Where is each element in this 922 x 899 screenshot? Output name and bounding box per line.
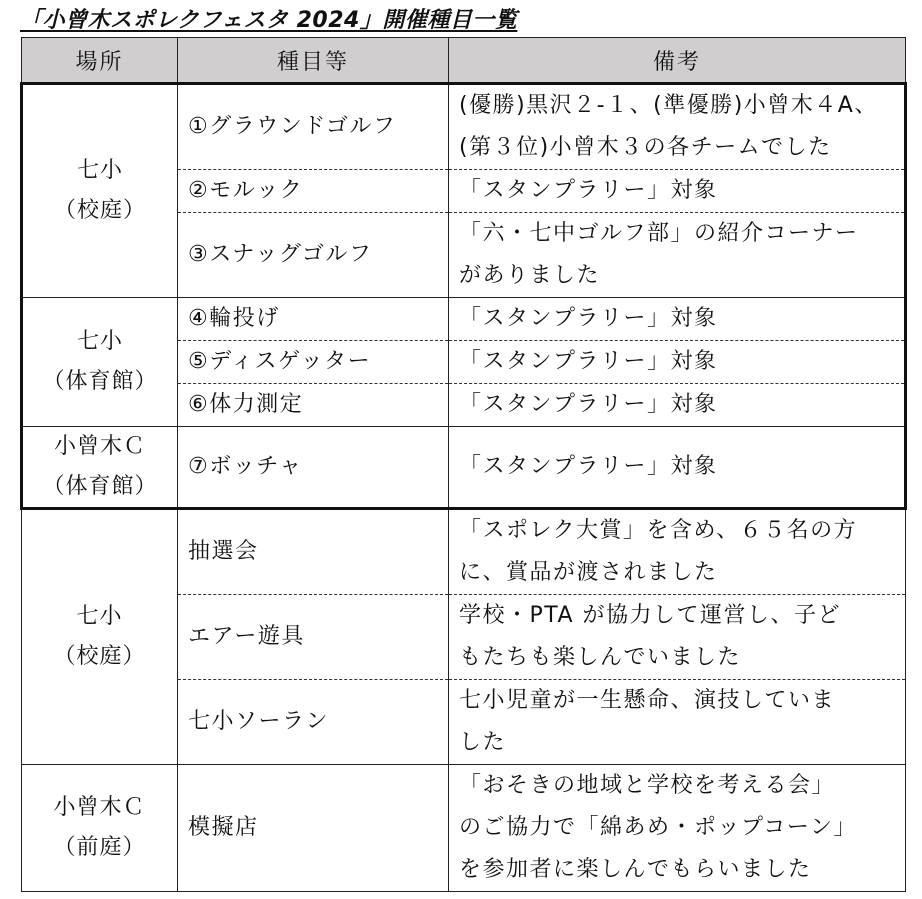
note-cell: 「六・七中ゴルフ部」の紹介コーナー がありました bbox=[449, 213, 906, 298]
table-row bbox=[22, 298, 906, 341]
page-title: 「小曾木スポレクフェスタ 2024」開催種目一覧 bbox=[20, 8, 518, 33]
note-cell: 学校・PTA が協力して運営し、子ど もたちも楽しんでいました bbox=[449, 595, 906, 680]
note-cell: 「スタンプラリー」対象 bbox=[449, 170, 906, 213]
header-event: 種目等 bbox=[178, 38, 449, 84]
place-cell: 七小 （体育館） bbox=[22, 298, 178, 427]
event-cell: 七小ソーラン bbox=[178, 680, 449, 765]
events-table bbox=[20, 37, 907, 892]
place-cell: 七小 （校庭） bbox=[22, 84, 178, 298]
note-cell: 「スタンプラリー」対象 bbox=[449, 341, 906, 384]
event-cell: ③スナッグゴルフ bbox=[178, 213, 449, 298]
place-cell: 小曾木Ｃ （前庭） bbox=[22, 765, 178, 892]
header-note: 備考 bbox=[449, 38, 906, 84]
place-cell: 七小 （校庭） bbox=[22, 509, 178, 765]
event-cell: ⑦ボッチャ bbox=[178, 427, 449, 509]
event-cell: ⑥体力測定 bbox=[178, 384, 449, 427]
note-cell: 「おそきの地域と学校を考える会」 のご協力で「綿あめ・ポップコーン」 を参加者に楽しんでもらいました bbox=[449, 765, 906, 892]
event-cell: 模擬店 bbox=[178, 765, 449, 892]
table-row bbox=[22, 84, 906, 170]
table-row bbox=[22, 509, 906, 595]
note-cell: 「スタンプラリー」対象 bbox=[449, 427, 906, 509]
table-header-row bbox=[22, 38, 906, 84]
note-cell: 「スタンプラリー」対象 bbox=[449, 298, 906, 341]
event-cell: ⑤ディスゲッター bbox=[178, 341, 449, 384]
table-row bbox=[22, 427, 906, 509]
place-cell: 小曾木Ｃ （体育館） bbox=[22, 427, 178, 509]
note-cell: 七小児童が一生懸命、演技していま した bbox=[449, 680, 906, 765]
header-place: 場所 bbox=[22, 38, 178, 84]
event-cell: ④輪投げ bbox=[178, 298, 449, 341]
event-cell: 抽選会 bbox=[178, 509, 449, 595]
note-cell: (優勝)黒沢２-１、(準優勝)小曾木４A、 (第３位)小曾木３の各チームでした bbox=[449, 84, 906, 170]
note-cell: 「スタンプラリー」対象 bbox=[449, 384, 906, 427]
event-cell: エアー遊具 bbox=[178, 595, 449, 680]
table-row bbox=[22, 765, 906, 892]
event-cell: ②モルック bbox=[178, 170, 449, 213]
event-cell: ①グラウンドゴルフ bbox=[178, 84, 449, 170]
note-cell: 「スポレク大賞」を含め、６５名の方 に、賞品が渡されました bbox=[449, 509, 906, 595]
